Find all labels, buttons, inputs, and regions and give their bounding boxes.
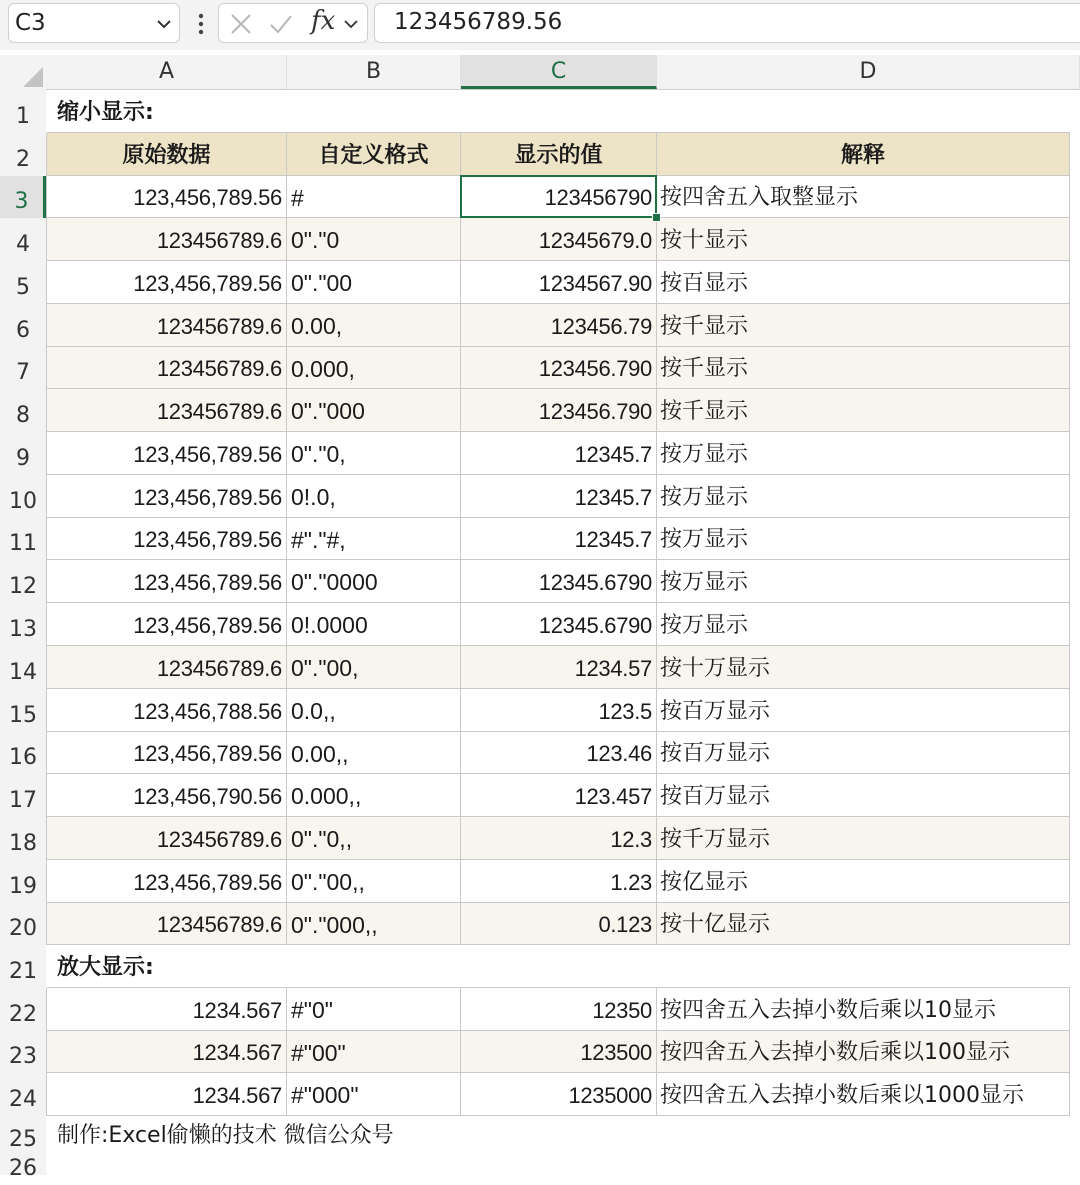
cell-explanation[interactable]: 按万显示 <box>657 603 1070 646</box>
cell-displayed-value[interactable]: 12345.6790 <box>461 560 657 603</box>
cell-original-value[interactable]: 123456789.6 <box>47 646 287 689</box>
cell-original-value[interactable]: 123,456,789.56 <box>47 860 287 903</box>
cell-original-value[interactable]: 123,456,789.56 <box>47 432 287 475</box>
more-vertical-icon[interactable] <box>191 10 211 38</box>
table-header-c[interactable]: 显示的值 <box>461 133 657 176</box>
cell-displayed-value[interactable]: 12345.7 <box>461 475 657 518</box>
formula-input[interactable] <box>374 3 1080 43</box>
cell-explanation[interactable]: 按百万显示 <box>657 774 1070 817</box>
cell-displayed-value[interactable]: 123.46 <box>461 732 657 774</box>
cell-explanation[interactable]: 按千显示 <box>657 389 1070 432</box>
cell-custom-format[interactable]: 0.0,, <box>287 689 461 732</box>
row-header-6[interactable]: 6 <box>0 304 46 347</box>
cell-original-value[interactable]: 1234.567 <box>47 1031 287 1073</box>
row-header-13[interactable]: 13 <box>0 603 46 646</box>
cell-original-value[interactable]: 1234.567 <box>47 1073 287 1116</box>
column-header-b[interactable]: B <box>287 55 461 89</box>
cell-custom-format[interactable]: 0"."0,, <box>287 817 461 860</box>
row-header-19[interactable]: 19 <box>0 860 46 903</box>
column-header-d[interactable]: D <box>657 55 1080 89</box>
cell-displayed-value[interactable]: 1234567.90 <box>461 261 657 304</box>
cell-original-value[interactable]: 123456789.6 <box>47 347 287 389</box>
cell-custom-format[interactable]: 0"."00,, <box>287 860 461 903</box>
cell-original-value[interactable]: 123456789.6 <box>47 903 287 945</box>
cell-custom-format[interactable]: 0"."000,, <box>287 903 461 945</box>
cell-explanation[interactable]: 按四舍五入去掉小数后乘以10显示 <box>657 988 1070 1031</box>
cell-custom-format[interactable]: 0"."0 <box>287 218 461 261</box>
column-headers <box>46 55 1080 90</box>
cell-displayed-value[interactable]: 123.457 <box>461 774 657 817</box>
cell-custom-format[interactable]: # <box>287 176 461 218</box>
cell-custom-format[interactable]: 0!.0000 <box>287 603 461 646</box>
row-header-17[interactable]: 17 <box>0 774 46 817</box>
row-header-14[interactable]: 14 <box>0 646 46 689</box>
cell-displayed-value[interactable]: 123456.79 <box>461 304 657 347</box>
cell-displayed-value[interactable]: 12350 <box>461 988 657 1031</box>
formula-bar <box>0 0 1080 50</box>
cell-explanation[interactable]: 按四舍五入去掉小数后乘以100显示 <box>657 1031 1070 1073</box>
cell-displayed-value[interactable]: 12.3 <box>461 817 657 860</box>
cell-displayed-value[interactable]: 123456.790 <box>461 347 657 389</box>
cell-displayed-value[interactable]: 12345679.0 <box>461 218 657 261</box>
cell-displayed-value[interactable]: 123456790 <box>461 176 657 218</box>
name-box[interactable] <box>8 3 180 43</box>
cell-custom-format[interactable]: #"."#, <box>287 518 461 560</box>
cell-explanation[interactable]: 按亿显示 <box>657 860 1070 903</box>
cell-custom-format[interactable]: 0"."00, <box>287 646 461 689</box>
cell-custom-format[interactable]: #"0" <box>287 988 461 1031</box>
cell-original-value[interactable]: 123456789.6 <box>47 817 287 860</box>
table-header-b[interactable]: 自定义格式 <box>287 133 461 176</box>
cell-displayed-value[interactable]: 12345.7 <box>461 518 657 560</box>
section-title-enlarge[interactable]: 放大显示: <box>57 955 154 980</box>
cell-custom-format[interactable]: 0"."0, <box>287 432 461 475</box>
table-header-a[interactable]: 原始数据 <box>47 133 287 176</box>
row-header-16[interactable]: 16 <box>0 732 46 774</box>
select-all-triangle-icon[interactable] <box>23 67 43 87</box>
chevron-down-icon[interactable] <box>343 16 359 32</box>
table-left-border <box>46 133 47 945</box>
chevron-down-icon[interactable] <box>155 15 173 33</box>
cell-original-value[interactable]: 1234.567 <box>47 988 287 1031</box>
table-top-border <box>47 987 1070 988</box>
cell-original-value[interactable]: 123,456,789.56 <box>47 560 287 603</box>
cell-custom-format[interactable]: 0"."0000 <box>287 560 461 603</box>
row-header-20[interactable]: 20 <box>0 903 46 945</box>
cell-original-value[interactable]: 123,456,789.56 <box>47 475 287 518</box>
row-header-23[interactable]: 23 <box>0 1031 46 1073</box>
cell-explanation[interactable]: 按万显示 <box>657 475 1070 518</box>
cell-explanation[interactable]: 按十万显示 <box>657 646 1070 689</box>
row-header-21[interactable]: 21 <box>0 945 46 988</box>
row-header-15[interactable]: 15 <box>0 689 46 732</box>
row-header-22[interactable]: 22 <box>0 988 46 1031</box>
table-header-d[interactable]: 解释 <box>657 133 1070 176</box>
cell-explanation[interactable]: 按十显示 <box>657 218 1070 261</box>
table-top-border <box>47 132 1070 133</box>
cell-custom-format[interactable]: 0!.0, <box>287 475 461 518</box>
cell-explanation[interactable]: 按千显示 <box>657 347 1070 389</box>
row-header-26[interactable]: 26 <box>0 1153 46 1175</box>
row-header-12[interactable]: 12 <box>0 560 46 603</box>
cell-explanation[interactable]: 按百显示 <box>657 261 1070 304</box>
cell-explanation[interactable]: 按千万显示 <box>657 817 1070 860</box>
cancel-x-icon[interactable] <box>229 12 253 36</box>
cell-original-value[interactable]: 123,456,788.56 <box>47 689 287 732</box>
cell-explanation[interactable]: 按四舍五入取整显示 <box>657 176 1070 218</box>
row-header-9[interactable]: 9 <box>0 432 46 475</box>
cell-displayed-value[interactable]: 1235000 <box>461 1073 657 1116</box>
cell-explanation[interactable]: 按十亿显示 <box>657 903 1070 945</box>
footer-credit[interactable]: 制作:Excel偷懒的技术 微信公众号 <box>57 1123 394 1148</box>
cell-custom-format[interactable]: #"00" <box>287 1031 461 1073</box>
fx-icon[interactable]: fx <box>311 6 336 36</box>
row-header-2[interactable]: 2 <box>0 133 46 176</box>
cell-custom-format[interactable]: 0"."000 <box>287 389 461 432</box>
row-header-25[interactable]: 25 <box>0 1116 46 1153</box>
cell-original-value[interactable]: 123,456,789.56 <box>47 518 287 560</box>
cell-original-value[interactable]: 123456789.6 <box>47 389 287 432</box>
row-header-7[interactable]: 7 <box>0 347 46 389</box>
section-title-shrink[interactable]: 缩小显示: <box>57 100 154 125</box>
cell-custom-format[interactable]: 0"."00 <box>287 261 461 304</box>
cell-original-value[interactable]: 123,456,789.56 <box>47 732 287 774</box>
cell-custom-format[interactable]: 0.000, <box>287 347 461 389</box>
confirm-check-icon[interactable] <box>269 12 293 36</box>
row-header-1[interactable]: 1 <box>0 90 46 133</box>
formula-buttons <box>218 3 368 43</box>
cell-custom-format[interactable]: #"000" <box>287 1073 461 1116</box>
cell-displayed-value[interactable]: 12345.7 <box>461 432 657 475</box>
row-header-10[interactable]: 10 <box>0 475 46 518</box>
cell-displayed-value[interactable]: 123456.790 <box>461 389 657 432</box>
worksheet-grid[interactable] <box>47 90 1080 1175</box>
row-header-24[interactable]: 24 <box>0 1073 46 1116</box>
cell-original-value[interactable]: 123,456,790.56 <box>47 774 287 817</box>
cell-custom-format[interactable]: 0.00, <box>287 304 461 347</box>
column-header-a[interactable]: A <box>47 55 287 89</box>
row-header-3[interactable]: 3 <box>0 176 46 218</box>
name-box-value[interactable]: C3 <box>15 10 46 36</box>
cell-displayed-value[interactable]: 123.5 <box>461 689 657 732</box>
row-header-8[interactable]: 8 <box>0 389 46 432</box>
cell-explanation[interactable]: 按万显示 <box>657 432 1070 475</box>
row-header-5[interactable]: 5 <box>0 261 46 304</box>
row-header-11[interactable]: 11 <box>0 518 46 560</box>
active-cell-selection[interactable] <box>460 175 657 218</box>
cell-original-value[interactable]: 123,456,789.56 <box>47 176 287 218</box>
cell-explanation[interactable]: 按千显示 <box>657 304 1070 347</box>
column-header-c[interactable]: C <box>461 55 657 89</box>
cell-displayed-value[interactable]: 12345.6790 <box>461 603 657 646</box>
cell-displayed-value[interactable]: 1234.57 <box>461 646 657 689</box>
cell-displayed-value[interactable]: 1.23 <box>461 860 657 903</box>
cell-custom-format[interactable]: 0.00,, <box>287 732 461 774</box>
cell-explanation[interactable]: 按四舍五入去掉小数后乘以1000显示 <box>657 1073 1070 1116</box>
cell-explanation[interactable]: 按百万显示 <box>657 732 1070 774</box>
cell-explanation[interactable]: 按万显示 <box>657 518 1070 560</box>
cell-displayed-value[interactable]: 0.123 <box>461 903 657 945</box>
fill-handle[interactable] <box>652 213 661 222</box>
row-header-4[interactable]: 4 <box>0 218 46 261</box>
cell-original-value[interactable]: 123,456,789.56 <box>47 603 287 646</box>
select-all-corner[interactable] <box>0 55 46 90</box>
cell-original-value[interactable]: 123,456,789.56 <box>47 261 287 304</box>
cell-custom-format[interactable]: 0.000,, <box>287 774 461 817</box>
cell-explanation[interactable]: 按百万显示 <box>657 689 1070 732</box>
cell-original-value[interactable]: 123456789.6 <box>47 304 287 347</box>
cell-original-value[interactable]: 123456789.6 <box>47 218 287 261</box>
formula-value[interactable]: 123456789.56 <box>394 9 563 35</box>
table-left-border <box>46 988 47 1116</box>
row-header-18[interactable]: 18 <box>0 817 46 860</box>
cell-explanation[interactable]: 按万显示 <box>657 560 1070 603</box>
cell-displayed-value[interactable]: 123500 <box>461 1031 657 1073</box>
